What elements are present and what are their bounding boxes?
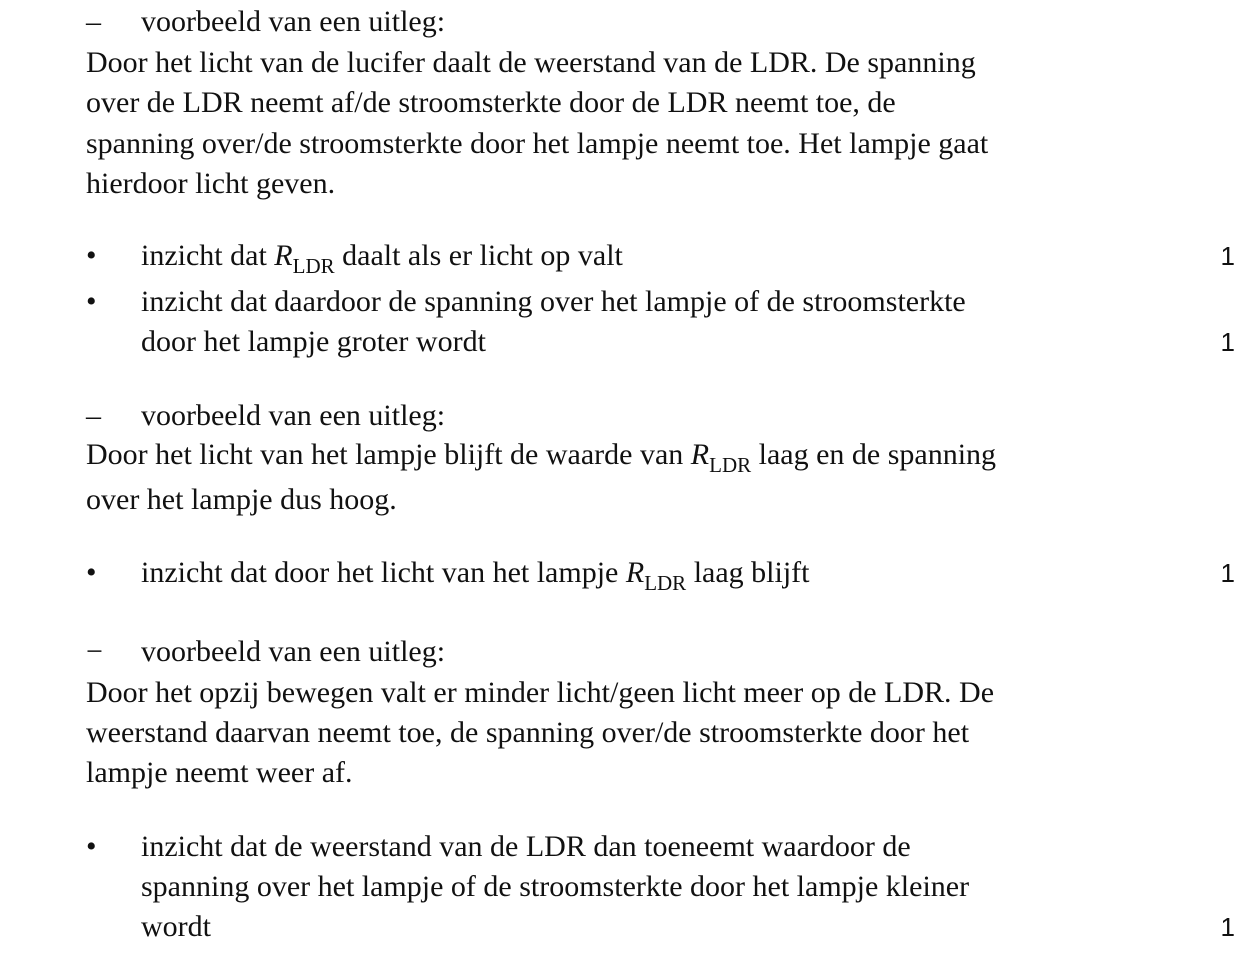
explanation-line: Door het licht van het lampje blijft de waarde van $R_{LDR}$ laag en de spanning [86, 438, 997, 477]
explanation-line: over de LDR neemt af/de stroomsterkte door de LDR neemt toe, de [86, 86, 896, 119]
dash-marker: − [86, 635, 103, 668]
explanation-line: lampje neemt weer af. [86, 756, 353, 789]
explanation-line: Door het licht van de lucifer daalt de weerstand van de LDR. De spanning [86, 46, 976, 79]
ldr-subscript: LDR [292, 254, 335, 278]
explanation-line: hierdoor licht geven. [86, 167, 336, 200]
dash-marker: – [86, 5, 101, 38]
criterion-text: inzicht dat $R_{LDR}$ daalt als er licht op valt [141, 239, 623, 278]
explanation-line: Door het opzij bewegen valt er minder licht/geen licht meer op de LDR. De [86, 676, 995, 709]
example-heading: voorbeeld van een uitleg: [141, 5, 446, 38]
score-point: 1 [1220, 558, 1235, 588]
bullet-marker: • [86, 830, 97, 863]
dash-marker: – [86, 399, 101, 432]
resistance-symbol: R [690, 438, 710, 471]
ldr-subscript: LDR [644, 571, 687, 595]
example-heading: voorbeeld van een uitleg: [141, 635, 446, 668]
criterion-text: spanning over het lampje of de stroomsterkte door het lampje kleiner [141, 870, 970, 903]
score-point: 1 [1220, 912, 1235, 942]
explanation-line: weerstand daarvan neemt toe, de spanning over/de stroomsterkte door het [86, 716, 970, 749]
score-point: 1 [1220, 241, 1235, 271]
criterion-text: inzicht dat door het licht van het lampje $R_{LDR}$ laag blijft [141, 556, 810, 595]
criterion-text: wordt [141, 910, 211, 943]
bullet-marker: • [86, 239, 97, 272]
ldr-subscript: LDR [709, 453, 752, 477]
explanation-line: spanning over/de stroomsterkte door het lampje neemt toe. Het lampje gaat [86, 127, 989, 160]
criterion-text: door het lampje groter wordt [141, 325, 486, 358]
bullet-marker: • [86, 556, 97, 589]
criterion-text: inzicht dat de weerstand van de LDR dan toeneemt waardoor de [141, 830, 911, 863]
resistance-symbol: R [625, 556, 645, 589]
example-heading: voorbeeld van een uitleg: [141, 399, 446, 432]
criterion-text: inzicht dat daardoor de spanning over het lampje of de stroomsterkte [141, 285, 966, 318]
explanation-line: over het lampje dus hoog. [86, 483, 397, 516]
score-point: 1 [1220, 327, 1235, 357]
resistance-symbol: R [274, 239, 293, 272]
bullet-marker: • [86, 285, 97, 318]
